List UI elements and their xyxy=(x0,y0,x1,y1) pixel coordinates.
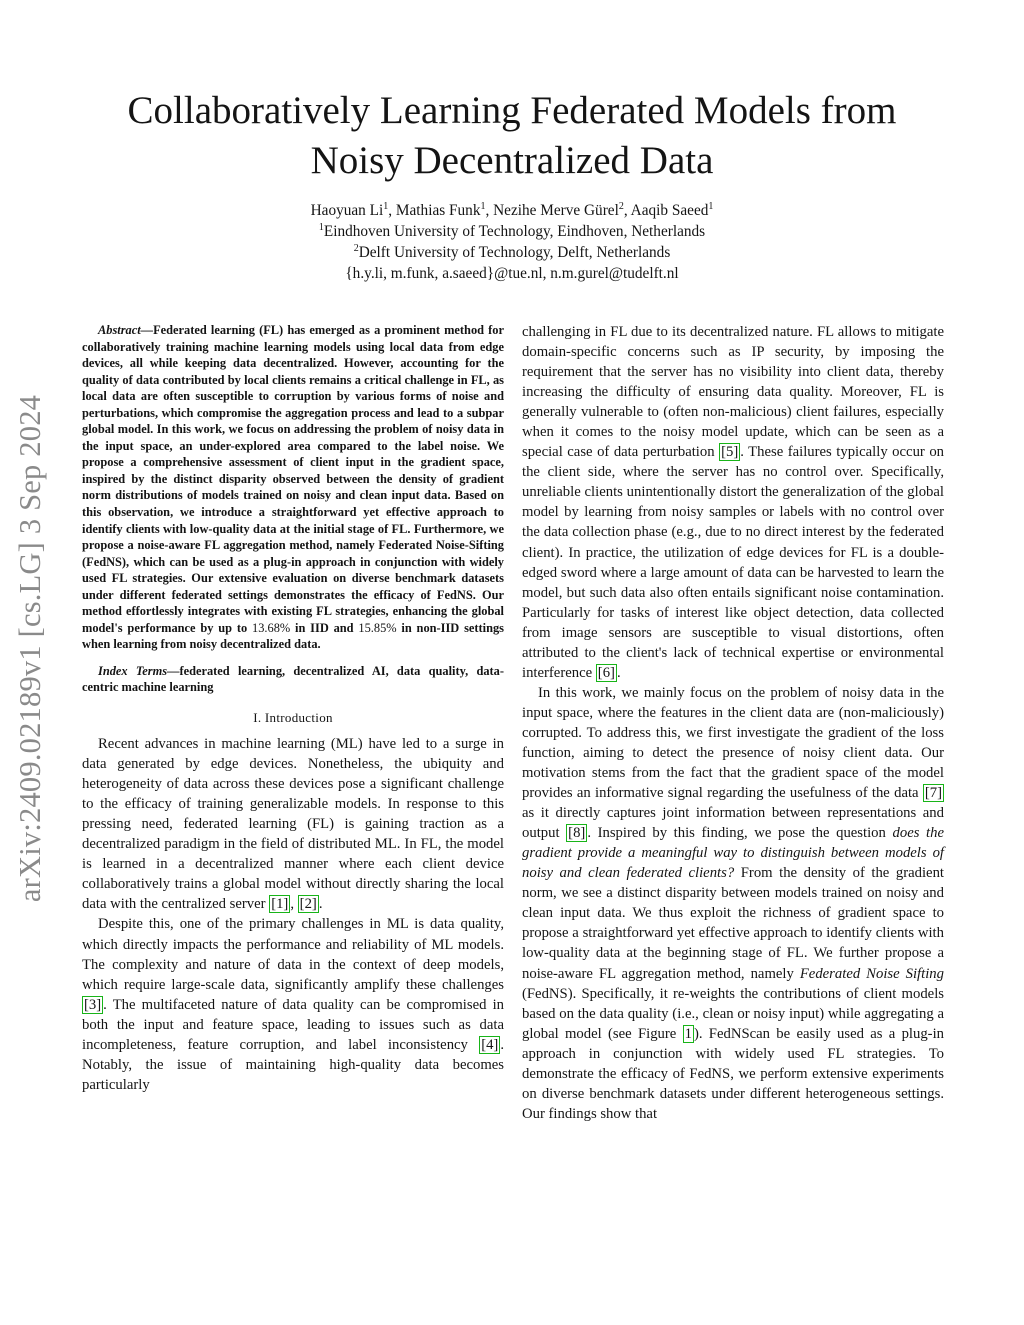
affiliation-marker: 1 xyxy=(383,200,389,212)
index-terms-text: federated learning, decentralized AI, data quality, data-centric machine learning xyxy=(82,663,504,695)
citation-link[interactable]: [5] xyxy=(721,444,739,461)
intro-paragraph xyxy=(82,734,504,914)
citation-link[interactable]: [1] xyxy=(271,896,289,913)
paragraph-text: as it directly captures joint information between representations and output xyxy=(522,805,944,842)
paragraph-text: Recent advances in machine learning (ML) have led to a surge in data generated by edge devices. Nonetheless, the ubiquity and heterogeneity of data across these devices pose a significant challenge to the efficacy of training generalizable models. In response to this pressing need, federated learning (FL) is gaining traction as a decentralized paradigm in the field of distributed ML. In FL, the model is learned in a decentralized manner where each client device collaboratively trains a global model without directly sharing the local data with the centralized server xyxy=(82,736,504,913)
left-column xyxy=(82,322,504,1095)
figure-reference-link[interactable]: 1 xyxy=(684,1025,692,1042)
affiliation-text: Eindhoven University of Technology, Eindhoven, Netherlands xyxy=(323,223,706,240)
paper-title xyxy=(80,86,944,186)
title-line-2: Noisy Decentralized Data xyxy=(310,139,714,182)
title-line-1: Collaboratively Learning Federated Models from xyxy=(127,89,897,132)
arxiv-identifier xyxy=(12,368,50,928)
abstract-text: in IID and xyxy=(290,620,359,635)
author-name: Haoyuan Li xyxy=(310,202,384,219)
affiliation-line xyxy=(80,221,944,242)
affiliation-marker: 2 xyxy=(618,200,624,212)
paragraph-text: From the density of the gradient norm, we see a distinct disparity between models trained on noisy and clean input data. We thus exploit the richness of gradient space to propose a straightforward yet effective approach to identify clients with low-quality data at the beginning stage of FL. We further propose a noise-aware FL aggregation method, namely xyxy=(522,865,945,982)
index-terms-label: Index Terms— xyxy=(98,663,180,678)
section-heading-introduction: I. Introduction xyxy=(253,710,333,726)
citation-link[interactable]: [8] xyxy=(568,825,586,842)
affiliation-marker: 1 xyxy=(318,221,324,233)
index-terms xyxy=(82,663,504,696)
affiliation-marker: 1 xyxy=(708,200,714,212)
abstract xyxy=(82,322,504,653)
author-name: Mathias Funk xyxy=(395,202,481,219)
arxiv-identifier-text: arXiv:2409.02189v1 [cs.LG] 3 Sep 2024 xyxy=(13,394,48,902)
paragraph-text: In this work, we mainly focus on the problem of noisy data in the input space, where the features in the client data are (non-maliciously) corrupted. To address this, we first investigate the gradient of the loss function, aiming to detect the presence of noisy client data. Our motivation stems from the fact that the gradient space of the model provides an informative signal regarding the usefulness of the data xyxy=(522,684,944,802)
abstract-label: Abstract— xyxy=(98,323,154,337)
citation-link[interactable]: [7] xyxy=(924,785,942,802)
paragraph-text: . Notably, the issue of maintaining high-quality data becomes particularly xyxy=(82,1036,504,1093)
paragraph-text: . Inspired by this finding, we pose the question xyxy=(587,825,893,842)
affiliation-text: Delft University of Technology, Delft, Netherlands xyxy=(358,244,671,261)
author-name: Nezihe Merve Gürel xyxy=(493,202,619,219)
affiliation-marker: 2 xyxy=(353,242,359,254)
intro-paragraph xyxy=(522,322,944,683)
citation-link[interactable]: [2] xyxy=(299,896,317,913)
paragraph-text: . The multifaceted nature of data quality can be compromised in both the input and feature space, leading to issues such as data incompleteness, feature corruption, and label inconsistency xyxy=(82,996,504,1053)
abstract-text: in non-IID settings when learning from noisy decentralized data. xyxy=(82,620,504,652)
paragraph-text: ). FedNScan be easily used as a plug-in approach in conjunction with widely used FL strategies. To demonstrate the efficacy of FedNS, we perform extensive experiments on diverse benchmark datasets under different heterogeneous settings. Our findings show that xyxy=(522,1025,944,1122)
method-name: Federated Noise Sifting xyxy=(799,965,944,982)
abstract-iid-value: 13.68% xyxy=(252,620,291,635)
right-column xyxy=(522,322,944,1124)
author-names: Haoyuan Li$^1$, Mathias Funk$^1$, Nezihe Merve Gürel$^2$, Aaqib Saeed$^1$ xyxy=(310,200,714,219)
abstract-non-iid-value: 15.85% xyxy=(358,620,397,635)
paragraph-text: . xyxy=(318,896,323,913)
author-emails: {h.y.li, m.funk, a.saeed}@tue.nl, n.m.gurel@tudelft.nl xyxy=(345,265,679,282)
citation-link[interactable]: [3] xyxy=(84,996,102,1013)
intro-paragraph xyxy=(522,683,944,1124)
paragraph-text: , xyxy=(290,896,298,913)
author-block xyxy=(80,200,944,284)
abstract-text: Federated learning (FL) has emerged as a prominent method for collaboratively training machine learning models using local data from edge devices, all while keeping data decentralized. However, accounting for the quality of data contributed by local clients remains a critical challenge in FL, as local data are often susceptible to corruption by various forms of noise and perturbations, which compromise the aggregation process and lead to a subpar global model. In this work, we focus on addressing the problem of noisy data in the input space, an under-explored area compared to the label noise. We propose a comprehensive assessment of client input in the gradient space, inspired by the distinct disparity observed between the density of gradient norm distributions of models trained on noisy and clean input data. Based on this observation, we introduce a straightforward yet effective approach to identify clients with low-quality data at the initial stage of FL. Furthermore, we propose a noise-aware FL aggregation method, namely Federated Noise-Sifting (FedNS), which can be used as a plug-in approach in conjunction with widely used FL strategies. Our extensive evaluation on diverse benchmark datasets under different federated settings demonstrates the efficacy of FedNS. Our method effortlessly integrates with existing FL strategies, enhancing the global model's performance by up to xyxy=(82,323,504,635)
paragraph-text: . These failures typically occur on the client side, where the server has no control over. Specifically, unreliable clients unintentionally distort the generalization of the global model by learning from noisy samples or labels with no control over the data collection phase (e.g., due to no direct interest by the federated client). In practice, the utilization of edge devices for FL is a double-edged sword where a large amount of data can be harvested to learn the model, but such data also often entails significant noise contamination. Particularly for tasks of interest like object detection, data collected from image sensors are susceptible to visual distortions, often attributed to the client's lack of technical expertise or environmental interference xyxy=(522,444,945,681)
affiliation-line xyxy=(80,242,944,263)
citation-link[interactable]: [6] xyxy=(597,664,615,681)
citation-link[interactable]: [4] xyxy=(481,1036,499,1053)
affiliation-marker: 1 xyxy=(480,200,486,212)
paragraph-text: (FedNS). Specifically, it re-weights the contributions of client models based on the data quality (i.e., clean or noisy input) while aggregating a global model (see Figure xyxy=(522,985,944,1042)
research-question: does the gradient provide a meaningful way to distinguish between models of noisy and clean federated clients? xyxy=(522,825,944,882)
intro-paragraph xyxy=(82,914,504,1094)
author-name: Aaqib Saeed xyxy=(630,202,709,219)
paragraph-text: Despite this, one of the primary challenges in ML is data quality, which directly impacts the performance and reliability of ML models. The complexity and nature of data in the context of deep models, which require large-scale data, significantly amplify these challenges xyxy=(82,916,504,993)
paragraph-text: . xyxy=(616,664,621,681)
paragraph-text: challenging in FL due to its decentralized nature. FL allows to mitigate domain-specific concerns such as IP security, by imposing the requirement that the server has no visibility into client data, thereby increasing the difficulty of ensuring data quality. Moreover, FL is generally vulnerable to (often non-malicious) client failures, especially when it comes to the noisy model update, which can be seen as a special case of data perturbation xyxy=(522,324,944,461)
